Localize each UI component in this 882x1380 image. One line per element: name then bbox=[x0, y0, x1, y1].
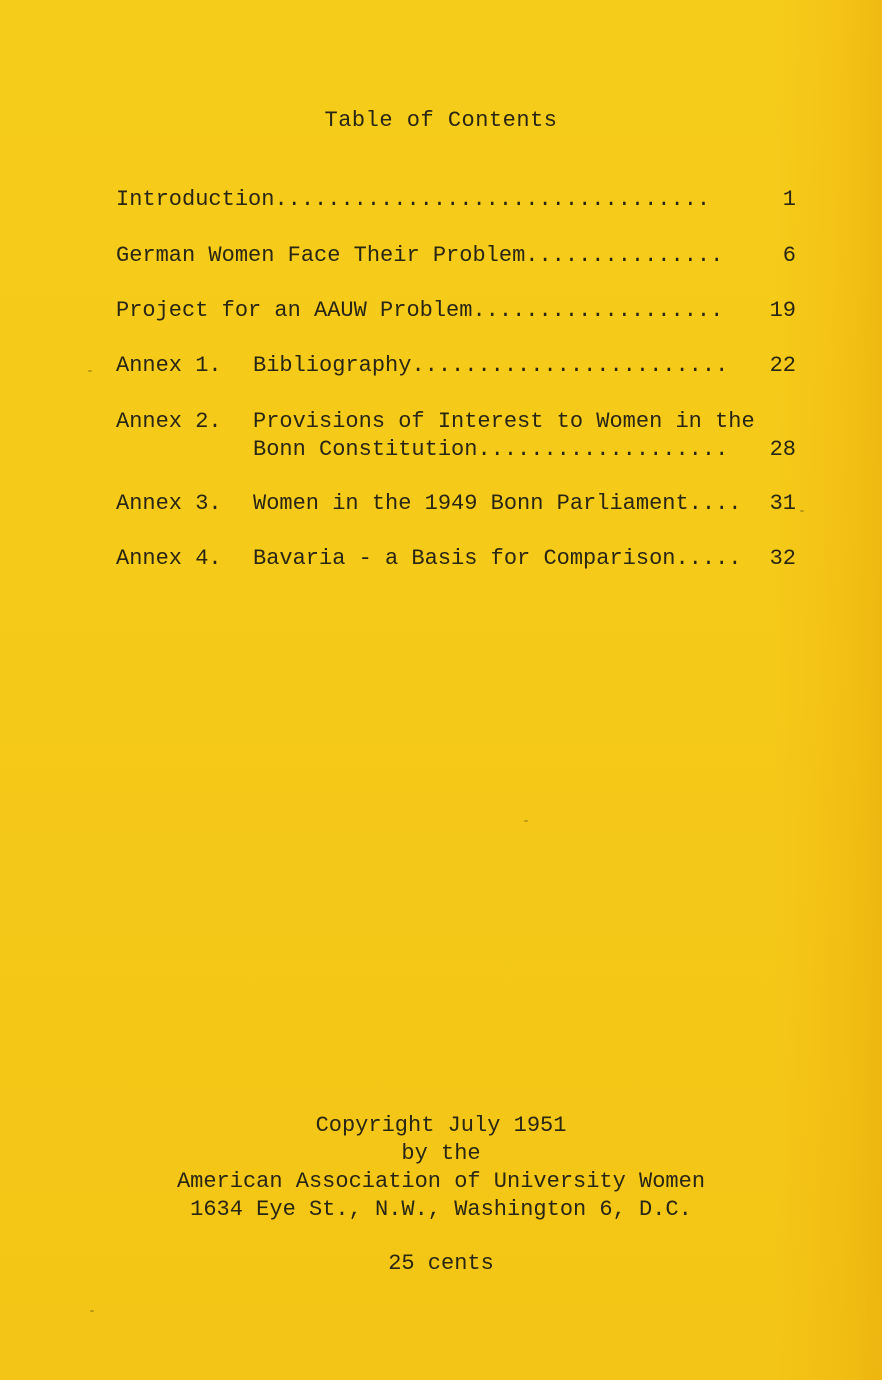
publisher-address: 1634 Eye St., N.W., Washington 6, D.C. bbox=[190, 1197, 692, 1222]
toc-annex-number: Annex 3. bbox=[116, 491, 222, 516]
toc-entry-label-continued: Bonn Constitution................... bbox=[253, 437, 729, 462]
toc-entry-label: Women in the 1949 Bonn Parliament.... bbox=[253, 491, 742, 516]
paper-speck bbox=[90, 1310, 94, 1312]
toc-entry-page-number: 19 bbox=[769, 298, 796, 323]
toc-entry-label: Introduction................................. bbox=[116, 187, 711, 212]
toc-entry-label: German Women Face Their Problem............... bbox=[116, 243, 724, 268]
toc-annex-number: Annex 4. bbox=[116, 546, 222, 571]
toc-entry-page-number: 32 bbox=[769, 546, 796, 571]
toc-entry-page-number: 28 bbox=[769, 437, 796, 462]
price-label: 25 cents bbox=[388, 1251, 494, 1276]
toc-entry-page-number: 22 bbox=[769, 353, 796, 378]
paper-speck bbox=[88, 370, 92, 372]
toc-entry-page-number: 6 bbox=[782, 243, 796, 268]
copyright-line: Copyright July 1951 bbox=[315, 1113, 567, 1138]
paper-speck bbox=[800, 510, 804, 512]
publisher-name: American Association of University Women bbox=[176, 1169, 706, 1194]
copyright-by-line: by the bbox=[401, 1141, 481, 1166]
page-title: Table of Contents bbox=[324, 108, 558, 133]
toc-entry-label: Bibliography........................ bbox=[253, 353, 729, 378]
toc-entry-page-number: 31 bbox=[769, 491, 796, 516]
toc-annex-number: Annex 1. bbox=[116, 353, 222, 378]
toc-entry-label: Bavaria - a Basis for Comparison..... bbox=[253, 546, 742, 571]
toc-entry-label: Provisions of Interest to Women in the bbox=[253, 409, 755, 434]
copyright-block bbox=[0, 1112, 882, 1278]
toc-entry-page-number: 1 bbox=[782, 187, 796, 212]
toc-annex-number: Annex 2. bbox=[116, 409, 222, 434]
toc-entry-label: Project for an AAUW Problem................... bbox=[116, 298, 724, 323]
paper-speck bbox=[524, 820, 528, 822]
